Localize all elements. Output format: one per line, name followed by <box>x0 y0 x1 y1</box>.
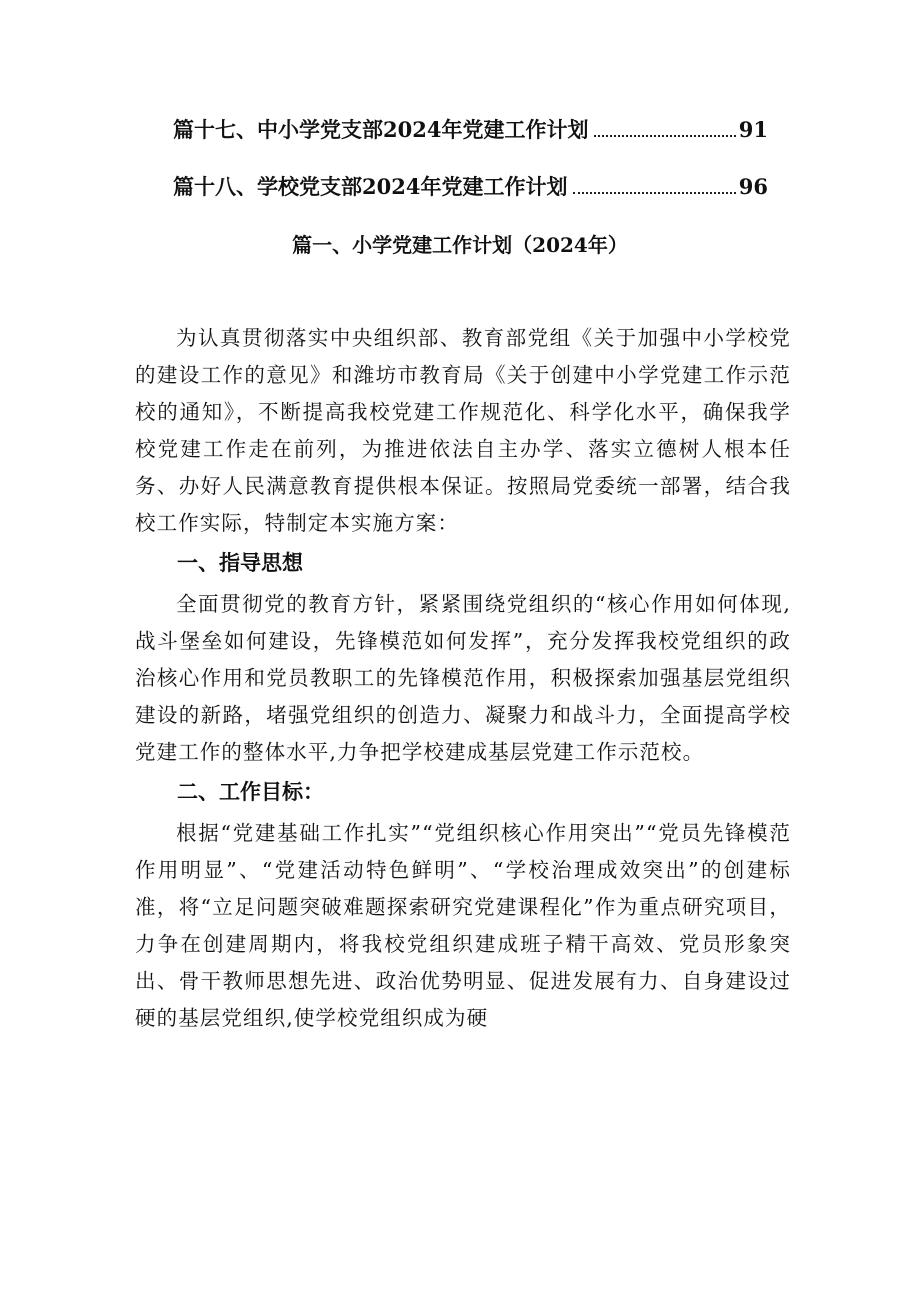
toc-row <box>173 114 768 144</box>
toc-entry[interactable] <box>173 114 768 144</box>
toc-page-number: 96 <box>738 174 768 199</box>
toc-entry[interactable] <box>173 171 768 201</box>
toc-title: 篇十七、中小学党支部2024年党建工作计划 <box>173 117 589 142</box>
document-body <box>135 320 791 1037</box>
toc-leader-dots <box>573 192 735 194</box>
toc-title: 篇十八、学校党支部2024年党建工作计划 <box>173 174 568 199</box>
section-paragraph: 全面贯彻党的教育方针，紧紧围绕党组织的“核心作用如何体现,战斗堡垒如何建设，先锋模范如何发挥”，充分发挥我校党组织的政治核心作用和党员教职工的先锋模范作用，积极探索加强基层党组织建设的新路，堵强党组织的创造力、凝聚力和战斗力，全面提高学校党建工作的整体水平,力争把学校建成基层党建工作示范校。 <box>135 592 791 764</box>
document-title: 篇一、小学党建工作计划（2024年） <box>292 233 628 257</box>
toc-page-number: 91 <box>738 117 768 142</box>
section-paragraph: 根据“党建基础工作扎实”“党组织核心作用突出”“党员先锋模范作用明显”、“党建活动特色鲜明”、“学校治理成效突出”的创建标准，将“立足问题突破难题探索研究党建课程化”作为重点研究项目，力争在创建周期内，将我校党组织建成班子精干高效、党员形象突出、骨干教师思想先进、政治优势明显、促进发展有力、自身建设过硬的基层党组织,使学校党组织成为硬 <box>135 821 791 1030</box>
section-heading: 二、工作目标： <box>177 780 324 804</box>
toc-row <box>173 171 768 201</box>
toc-leader-dots <box>594 135 735 137</box>
section-heading: 一、指导思想 <box>177 551 303 575</box>
intro-paragraph: 为认真贯彻落实中央组织部、教育部党组《关于加强中小学校党的建设工作的意见》和潍坊市教育局《关于创建中小学党建工作示范校的通知》，不断提高我校党建工作规范化、科学化水平，确保我学校党建工作走在前列，为推进依法自主办学、落实立德树人根本任务、办好人民满意教育提供根本保证。按照局党委统一部署，结合我校工作实际，特制定本实施方案： <box>135 326 791 535</box>
